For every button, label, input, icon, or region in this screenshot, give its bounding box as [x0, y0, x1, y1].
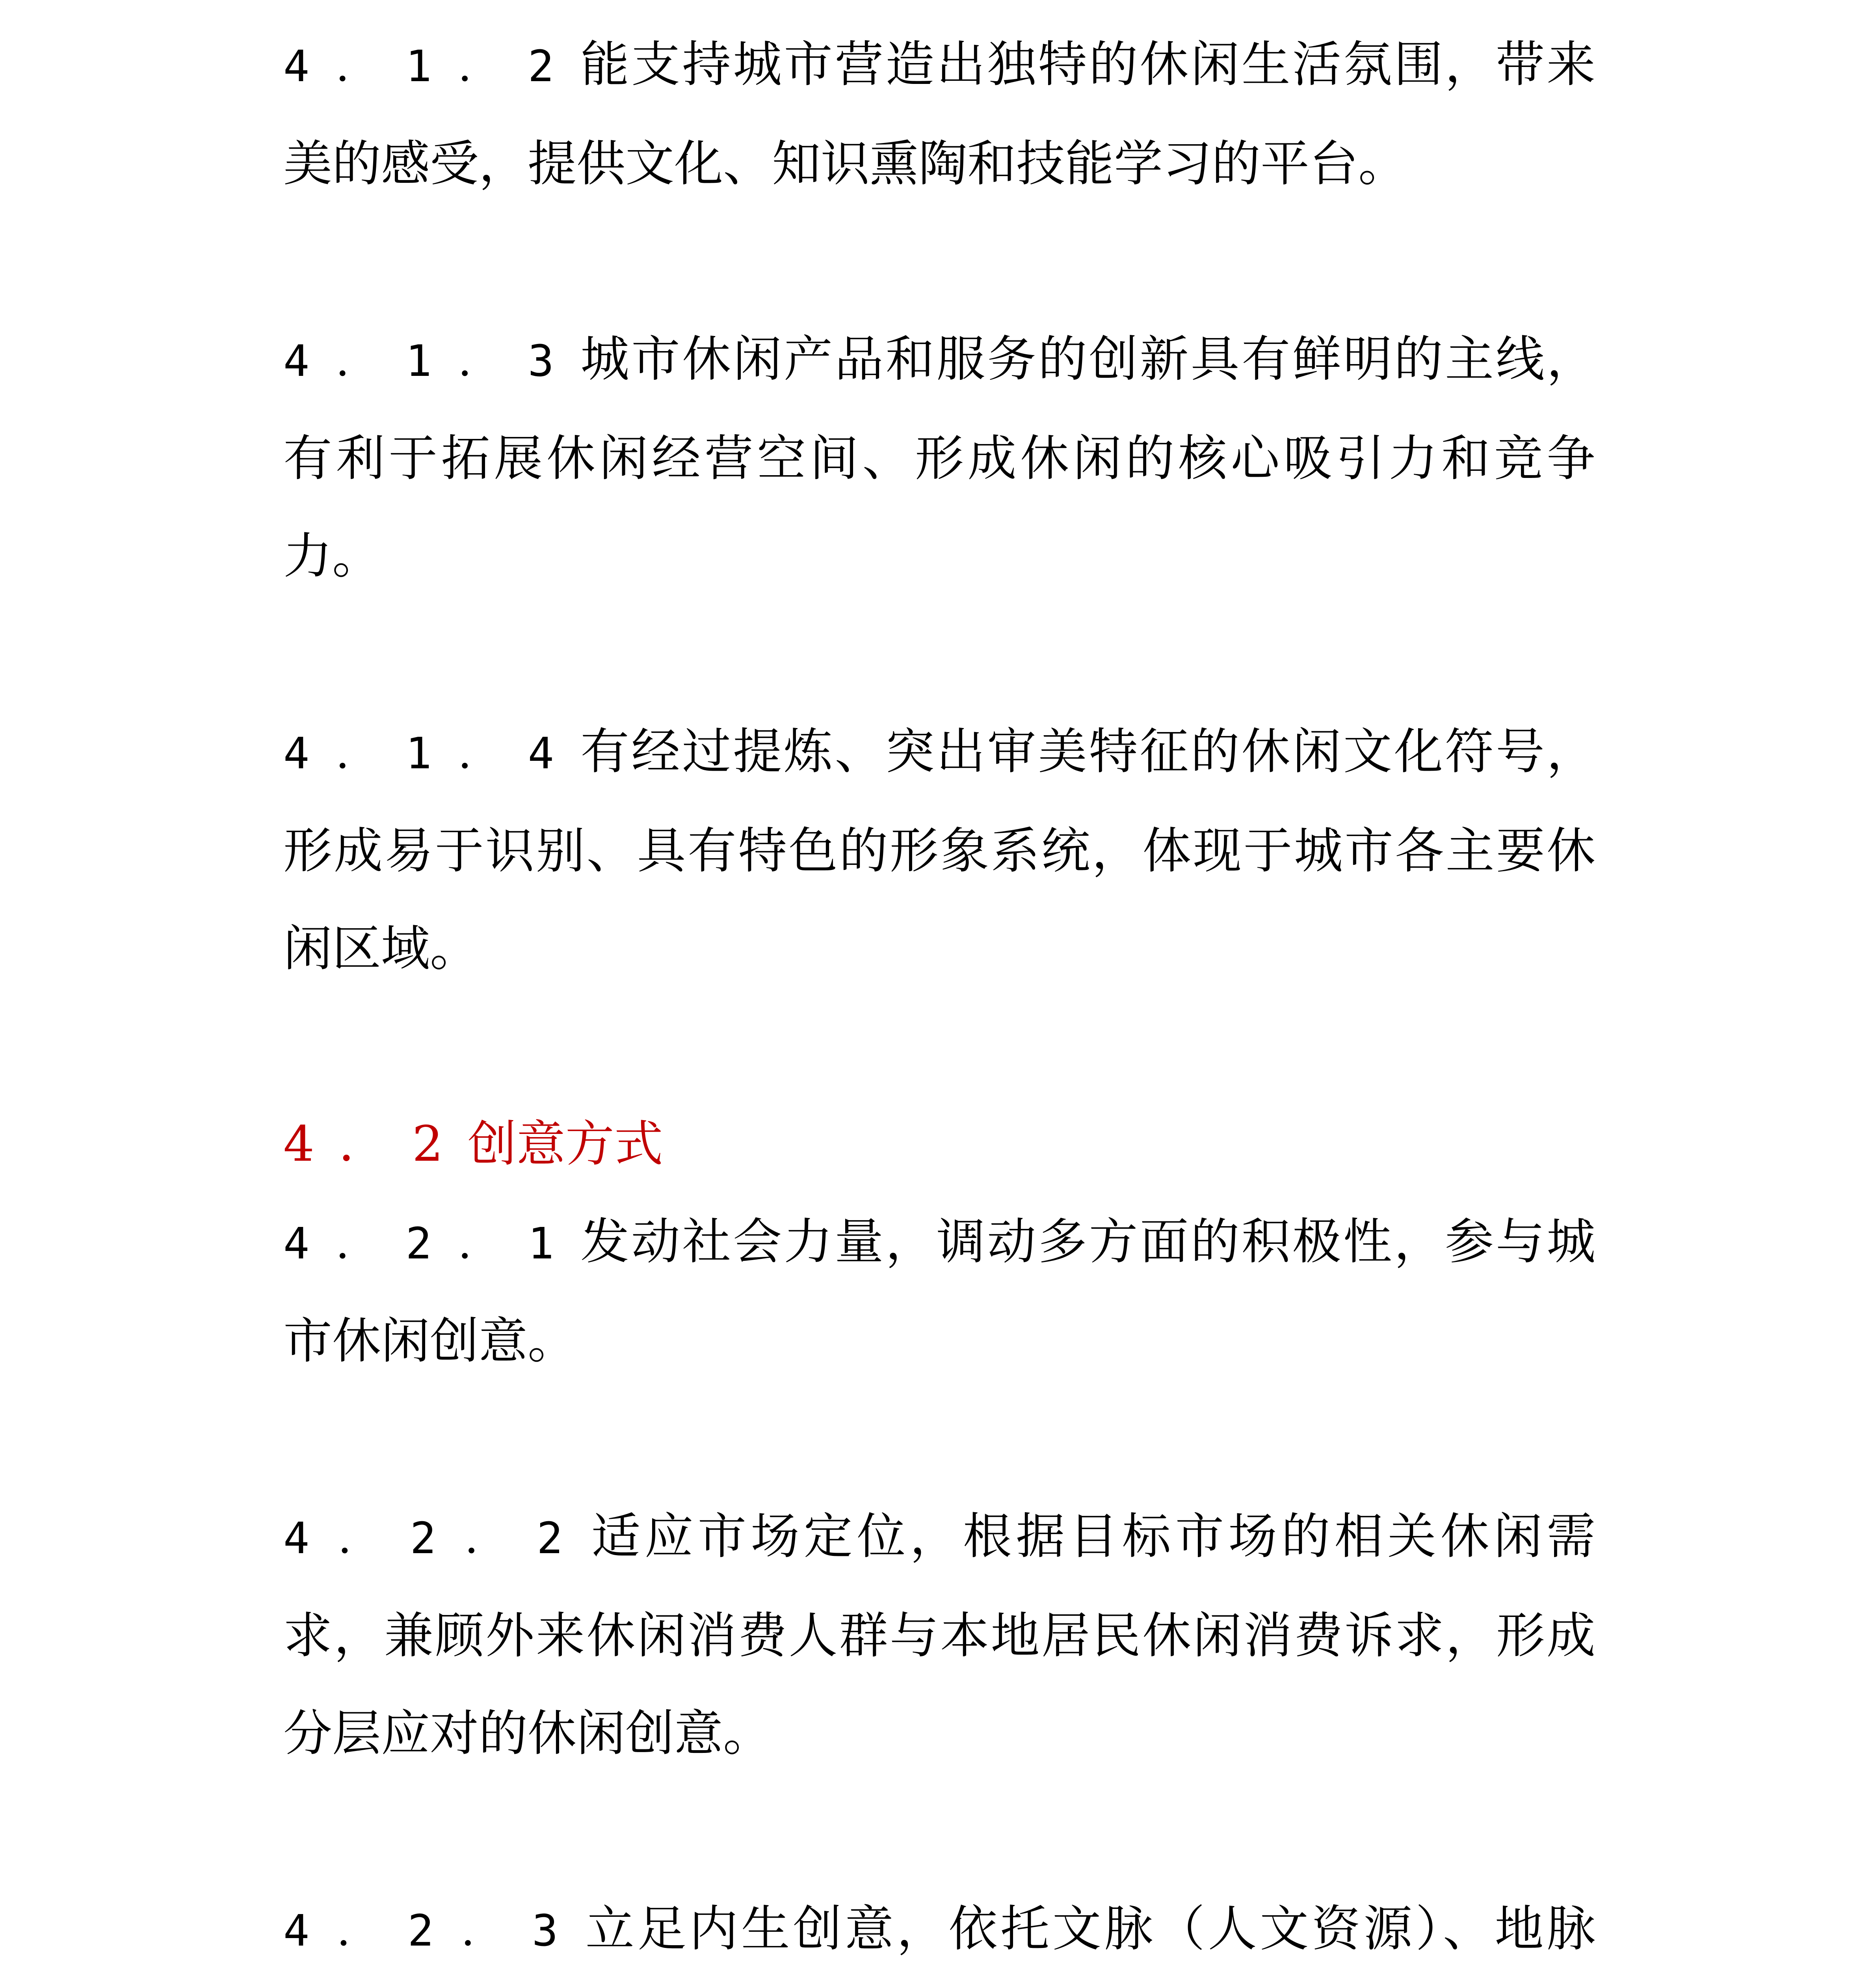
- section-heading: [283, 1095, 1595, 1193]
- document-body: [283, 16, 1595, 1970]
- clause-number: 4．1．3: [283, 336, 578, 386]
- clause-number: 4．1．4: [283, 728, 578, 779]
- clause-text: 立足内生创意，依托文脉（人文资源）、地脉: [582, 1901, 1595, 1957]
- clause-4-1-4: [283, 703, 1595, 998]
- section-number: 4．2: [283, 1116, 468, 1173]
- clause-4-2-2: [283, 1488, 1595, 1782]
- clause-number: 4．2．3: [283, 1905, 583, 1956]
- clause-text: 有经过提炼、突出审美特征的休闲文化符号，形成易于识别、具有特色的形象系统，体现于城市各主要休闲区域。: [283, 723, 1595, 977]
- paragraph-gap: [283, 213, 1595, 310]
- paragraph-gap: [283, 1782, 1595, 1880]
- clause-4-1-3: [283, 310, 1595, 605]
- section-title: 创意方式: [467, 1116, 663, 1173]
- clause-number: 4．2．2: [283, 1513, 588, 1563]
- clause-number: 4．1．2: [283, 41, 578, 91]
- clause-text: 城市休闲产品和服务的创新具有鲜明的主线，有利于拓展休闲经营空间、形成休闲的核心吸引力和竞争力。: [283, 331, 1595, 585]
- clause-number: 4．2．1: [283, 1218, 578, 1269]
- paragraph-gap: [283, 998, 1595, 1095]
- clause-text: 适应市场定位，根据目标市场的相关休闲需求，兼顾外来休闲消费人群与本地居民休闲消费诉求，形成分层应对的休闲创意。: [283, 1508, 1595, 1762]
- paragraph-gap: [283, 605, 1595, 703]
- clause-4-2-1: [283, 1193, 1595, 1390]
- paragraph-gap: [283, 1390, 1595, 1488]
- clause-text: 能支持城市营造出独特的休闲生活氛围，带来美的感受，提供文化、知识熏陶和技能学习的平台。: [283, 36, 1595, 192]
- clause-text: 发动社会力量，调动多方面的积极性，参与城市休闲创意。: [283, 1214, 1595, 1370]
- clause-4-1-2: [283, 16, 1595, 213]
- clause-4-2-3: [283, 1880, 1595, 1970]
